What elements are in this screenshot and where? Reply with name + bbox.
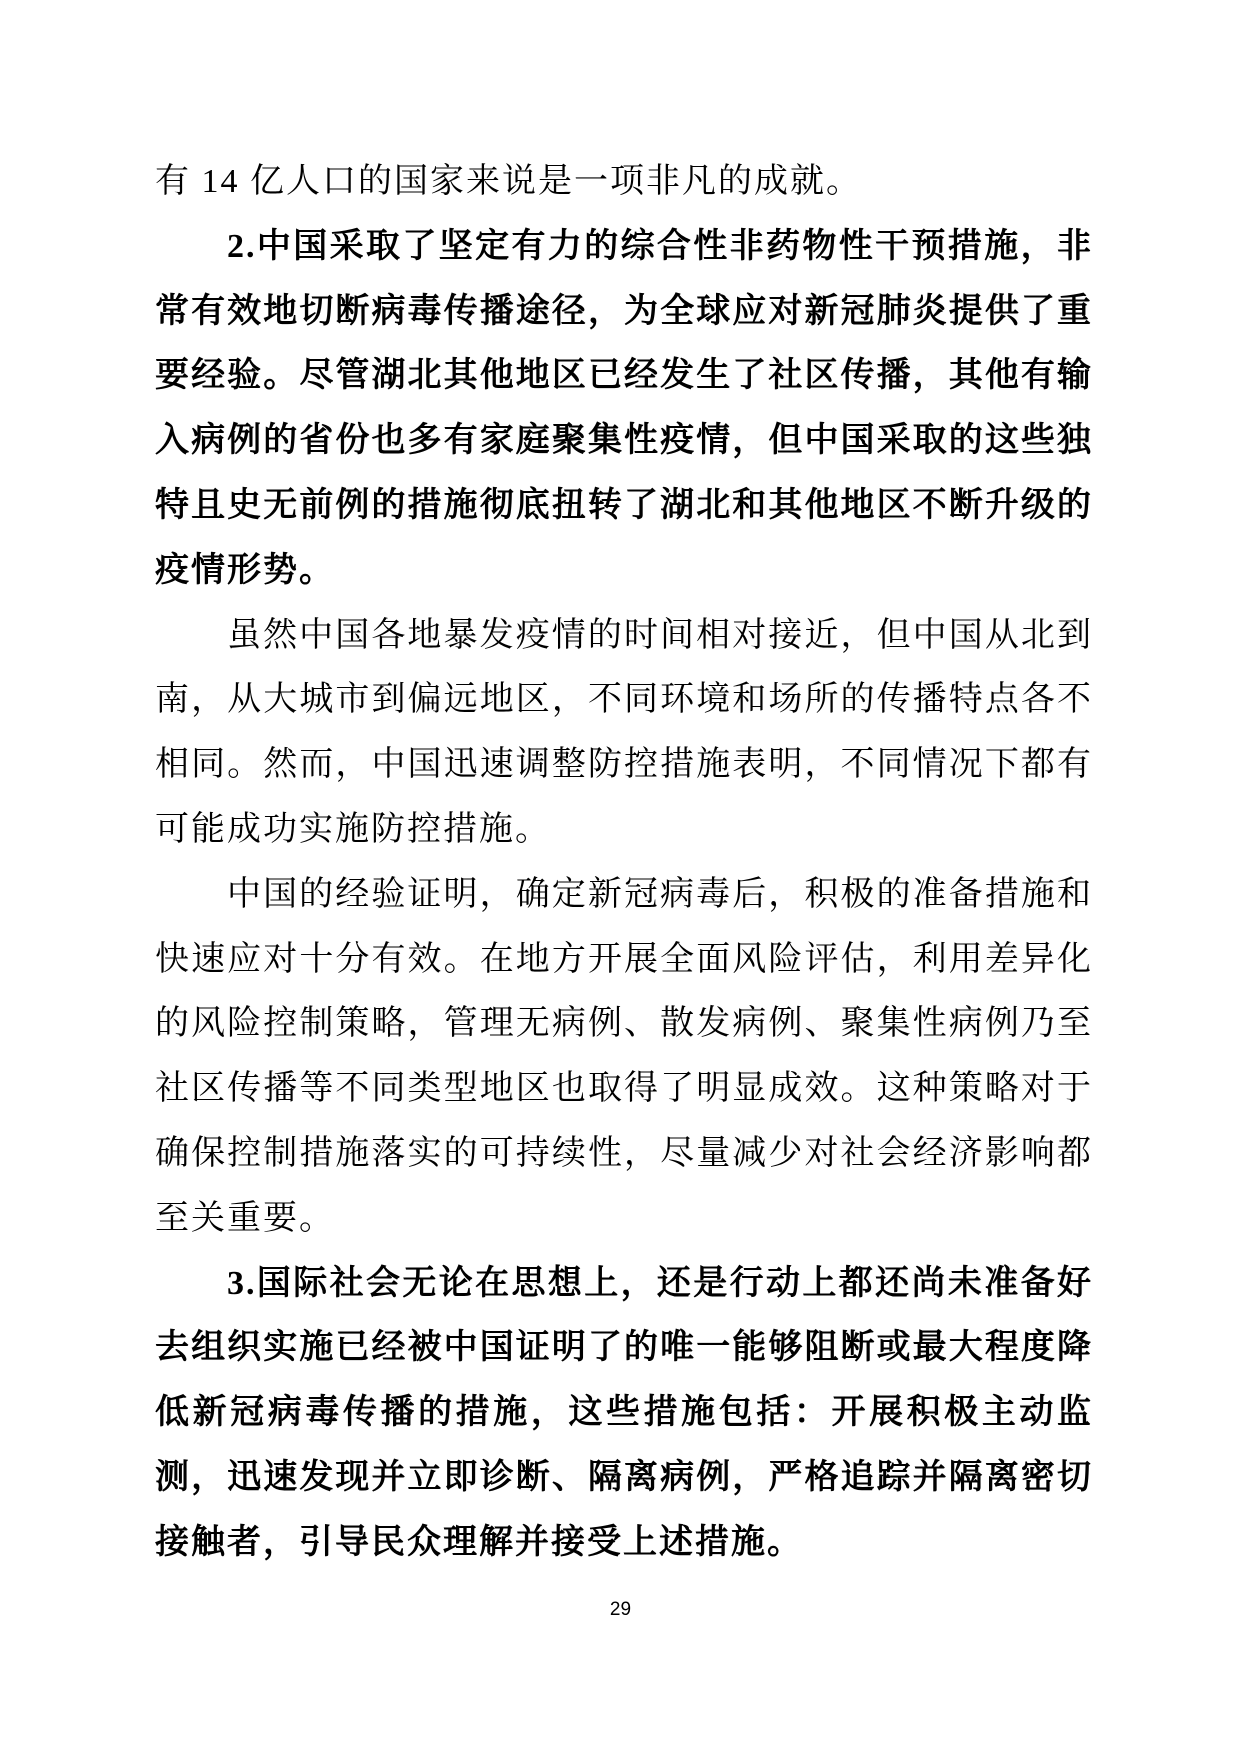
paragraph-point-2: 2.中国采取了坚定有力的综合性非药物性干预措施，非常有效地切断病毒传播途径，为全球应对新冠肺炎提供了重要经验。尽管湖北其他地区已经发生了社区传播，其他有输入病例的省份也多有家庭聚集性疫情，但中国采取的这些独特且史无前例的措施彻底扭转了湖北和其他地区不断升级的疫情形势。 [155,227,1093,589]
paragraph-china-experience: 中国的经验证明，确定新冠病毒后，积极的准备措施和快速应对十分有效。在地方开展全面风险评估，利用差异化的风险控制策略，管理无病例、散发病例、聚集性病例乃至社区传播等不同类型地区也取得了明显成效。这种策略对于确保控制措施落实的可持续性，尽量减少对社会经济影响都至关重要。 [155,875,1093,1237]
paragraph-continuation: 有 14 亿人口的国家来说是一项非凡的成就。 [155,163,862,200]
page-body-text [155,150,1093,1576]
paragraph-outbreak-timing: 虽然中国各地暴发疫情的时间相对接近，但中国从北到南，从大城市到偏远地区，不同环境和场所的传播特点各不相同。然而，中国迅速调整防控措施表明，不同情况下都有可能成功实施防控措施。 [155,616,1093,848]
paragraph-point-3: 3.国际社会无论在思想上，还是行动上都还尚未准备好去组织实施已经被中国证明了的唯一能够阻断或最大程度降低新冠病毒传播的措施，这些措施包括：开展积极主动监测，迅速发现并立即诊断、隔离病例，严格追踪并隔离密切接触者，引导民众理解并接受上述措施。 [155,1264,1093,1561]
page-number: 29 [609,1599,632,1620]
